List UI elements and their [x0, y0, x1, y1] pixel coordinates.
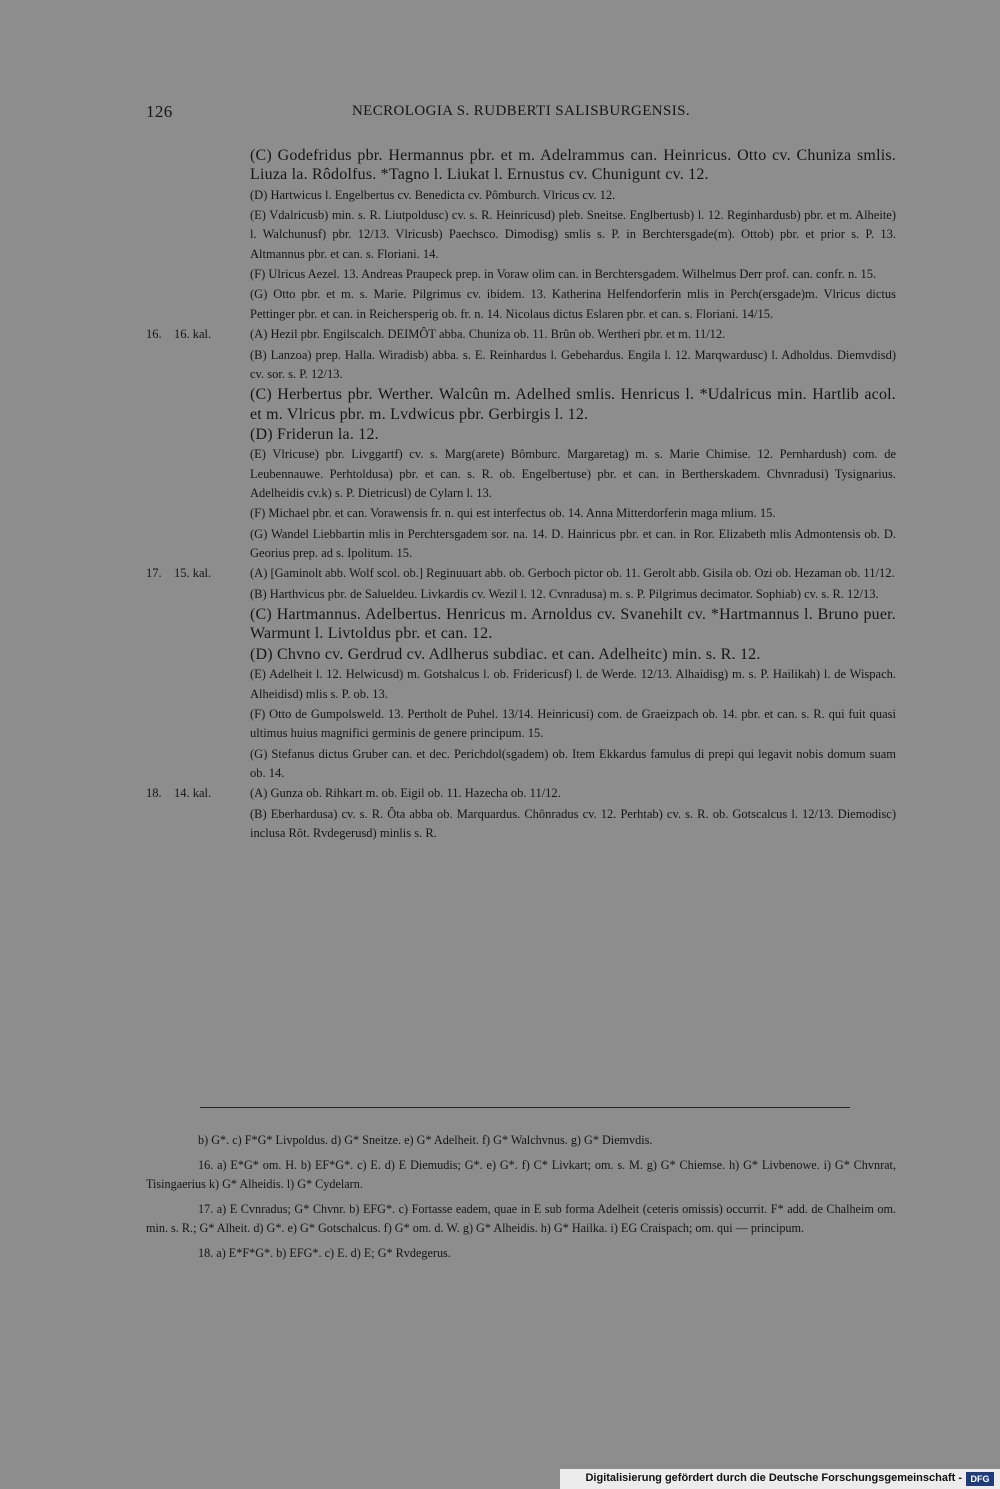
entry-row: [146, 645, 896, 664]
entry-text: (D) Chvno cv. Gerdrud cv. Adlherus subdiac. et can. Adelheitc) min. s. R. 12.: [250, 645, 761, 663]
entry-text: (A) Hezil pbr. Engilscalch. DEIMÔT abba. Chuniza ob. 11. Brûn ob. Wertheri pbr. et m. 11/12.: [250, 327, 726, 342]
entry-kalends: 16. kal.: [174, 327, 212, 342]
entry-text: (F) Ulricus Aezel. 13. Andreas Praupeck prep. in Voraw olim can. in Berchtersgadem. Wilhelmus Derr prof. can. confr. n. 15.: [250, 267, 877, 282]
entry-row: [146, 385, 896, 424]
entry-text: (F) Otto de Gumpolsweld. 13. Pertholt de Puhel. 13/14. Heinricusi) com. de Graeizpach ob. 14. pbr. et can. s. R. qui fuit quasi ultimus huius magnifici germinis de genere principum. 15.: [250, 706, 896, 741]
entry-row: [146, 784, 896, 803]
apparatus-note: b) G*. c) F*G* Livpoldus. d) G* Sneitze. e) G* Adelheit. f) G* Walchvnus. g) G* Diemvdis.: [198, 1133, 653, 1147]
digitization-footer: [560, 1469, 1000, 1489]
entry-row: [146, 346, 896, 385]
entry-row: [146, 564, 896, 583]
entry-text: (G) Stefanus dictus Gruber can. et dec. Perichdol(sgadem) ob. Item Ekkardus famulus di prepi qui legavit nobis domum suam ob. 14.: [250, 746, 896, 780]
entry-text: (C) Hartmannus. Adelbertus. Henricus m. Arnoldus cv. Svanehilt cv. *Hartmannus l. Bruno puer. Warmunt l. Livtoldus pbr. et can. 12.: [250, 606, 896, 643]
entry-text: (B) Harthvicus pbr. de Salueldeu. Livkardis cv. Wezil l. 12. Cvnradusa) m. s. P. Pilgrimus decimator. Sophiab) cv. s. R. 12/13.: [250, 586, 879, 601]
entry-row: [146, 805, 896, 844]
apparatus-note: 16. a) E*G* om. H. b) EF*G*. c) E. d) E Diemudis; G*. e) G*. f) C* Livkart; om. s. M. g) G* Chiemse. h) G* Livbenowe. i) G* Chvnrat, Tisingaerius k) G* Alheidis. l) G* Cydelarn.: [146, 1157, 896, 1192]
entry-row: [146, 206, 896, 264]
entry-text: (A) Gunza ob. Rihkart m. ob. Eigil ob. 11. Hazecha ob. 11/12.: [250, 786, 561, 801]
footnote-separator: [200, 1107, 850, 1108]
entry-row: [146, 285, 896, 324]
entry-text: (E) Vlricuse) pbr. Livggartf) cv. s. Marg(arete) Bômburc. Margaretag) m. s. Marie Chimise. 12. Pernhardush) com. de Leubennauwe. Perhtoldusa) pbr. et can. s. R. ob. Engelbertuse) pbr. et can. in Bertherskadem. Chvnradusi) Tysignarius. Adelheidis cv.k) s. P. Dietricusl) de Cylarn l. 13.: [250, 447, 896, 500]
apparatus-note: 17. a) E Cvnradus; G* Chvnr. b) EFG*. c) Fortasse eadem, quae in E sub forma Adelheit (ceteris omissis) occurrit. F* add. de Chalheim om. min. s. R.; G* Alheit. d) G*. e) G* Gotschalcus. f) G* om. d. W. g) G* Alheidis. h) G* Hailka. i) EG Craispach; om. qui — principum.: [146, 1201, 896, 1236]
apparatus-note: 18. a) E*F*G*. b) EFG*. c) E. d) E; G* Rvdegerus.: [198, 1245, 451, 1260]
entry-kalends: 15. kal.: [174, 566, 212, 581]
entry-row: [146, 265, 896, 284]
entry-row: [146, 146, 896, 185]
entry-text: (B) Eberhardusa) cv. s. R. Ôta abba ob. Marquardus. Chônradus cv. 12. Perhtab) cv. s. R. ob. Gotscalcus l. 12/13. Diemodisc) inclusa Rôt. Rvdegerusd) minlis s. R.: [250, 806, 896, 840]
entry-row: [146, 525, 896, 564]
apparatus-notes: [146, 1131, 896, 1269]
page-number: 126: [146, 102, 173, 121]
page-title: NECROLOGIA S. RUDBERTI SALISBURGENSIS.: [351, 103, 691, 119]
entry-row: [146, 425, 896, 444]
entry-text: (D) Hartwicus l. Engelbertus cv. Benedicta cv. Pômburch. Vlricus cv. 12.: [250, 187, 616, 202]
entry-text: (A) [Gaminolt abb. Wolf scol. ob.] Reginuuart abb. ob. Gerboch pictor ob. 11. Gerolt abb. Gisila ob. Ozi ob. Hezaman ob. 11/12.: [250, 566, 895, 581]
entry-day: 17.: [146, 566, 162, 581]
entry-text: (C) Herbertus pbr. Werther. Walcûn m. Adelhed smlis. Henricus l. *Udalricus min. Hartlib acol. et m. Vlricus pbr. m. Lvdwicus pbr. Gerbirgis l. 12.: [250, 386, 896, 423]
footer-credit: Digitalisierung gefördert durch die Deutsche Forschungsgemeinschaft -: [585, 1472, 962, 1484]
entry-row: [146, 186, 896, 205]
entry-row: [146, 585, 896, 604]
entry-text: (D) Friderun la. 12.: [250, 425, 379, 443]
entry-text: (E) Vdalricusb) min. s. R. Liutpoldusc) cv. s. R. Heinricusd) pleb. Sneitse. Englbertusb) l. 12. Reginhardusb) pbr. et m. Alheite) l. Walchunusf) pbr. 12/13. Vlricusb) Paechsco. Dimodisg) smlis s. P. in Berchtersgade(m). Ottob) pbr. et prior s. P. 13. Altmannus pbr. et can. s. Floriani. 14.: [250, 208, 896, 261]
necrology-entries: [146, 146, 896, 844]
entry-row: [146, 665, 896, 704]
entry-kalends: 14. kal.: [174, 786, 212, 801]
entry-row: [146, 504, 896, 523]
dfg-logo-icon: DFG: [966, 1472, 994, 1486]
entry-row: [146, 745, 896, 784]
entry-text: (G) Wandel Liebbartin mlis in Perchtersgadem sor. na. 14. D. Hainricus pbr. et can. in Ror. Elizabeth mlis Admontensis ob. D. Georius prep. ad s. Ipolitum. 15.: [250, 526, 896, 560]
entry-row: [146, 325, 896, 344]
entry-row: [146, 705, 896, 744]
entry-text: (E) Adelheit l. 12. Helwicusd) m. Gotshalcus l. ob. Fridericusf) l. de Werde. 12/13. Alhaidisg) m. s. P. Hailikah) l. de Wispach. Alheidisd) mlis s. P. ob. 13.: [250, 667, 896, 701]
entry-day: 16.: [146, 327, 162, 342]
entry-row: [146, 605, 896, 644]
entry-text: (G) Otto pbr. et m. s. Marie. Pilgrimus cv. ibidem. 13. Katherina Helfendorferin mlis in Perch(ersgade)m. Vlricus dictus Pettinger pbr. et can. in Reichersperig ob. fr. n. 14. Nicolaus dictus Eslaren pbr. et can. s. Floriani. 14/15.: [250, 287, 896, 321]
entry-day: 18.: [146, 786, 162, 801]
entry-text: (C) Godefridus pbr. Hermannus pbr. et m. Adelrammus can. Heinricus. Otto cv. Chuniza smlis. Liuza la. Rôdolfus. *Tagno l. Liukat l. Ernustus cv. Chunigunt cv. 12.: [250, 147, 896, 184]
entry-text: (F) Michael pbr. et can. Vorawensis fr. n. qui est interfectus ob. 14. Anna Mitterdorferin maga mlium. 15.: [250, 506, 776, 521]
running-head: [146, 102, 896, 126]
entry-row: [146, 445, 896, 503]
entry-text: (B) Lanzoa) prep. Halla. Wiradisb) abba. s. E. Reinhardus l. Gebehardus. Engila l. 12. Marqwardusc) l. Adholdus. Diemvdisd) cv. sor. s. P. 12/13.: [250, 347, 896, 381]
